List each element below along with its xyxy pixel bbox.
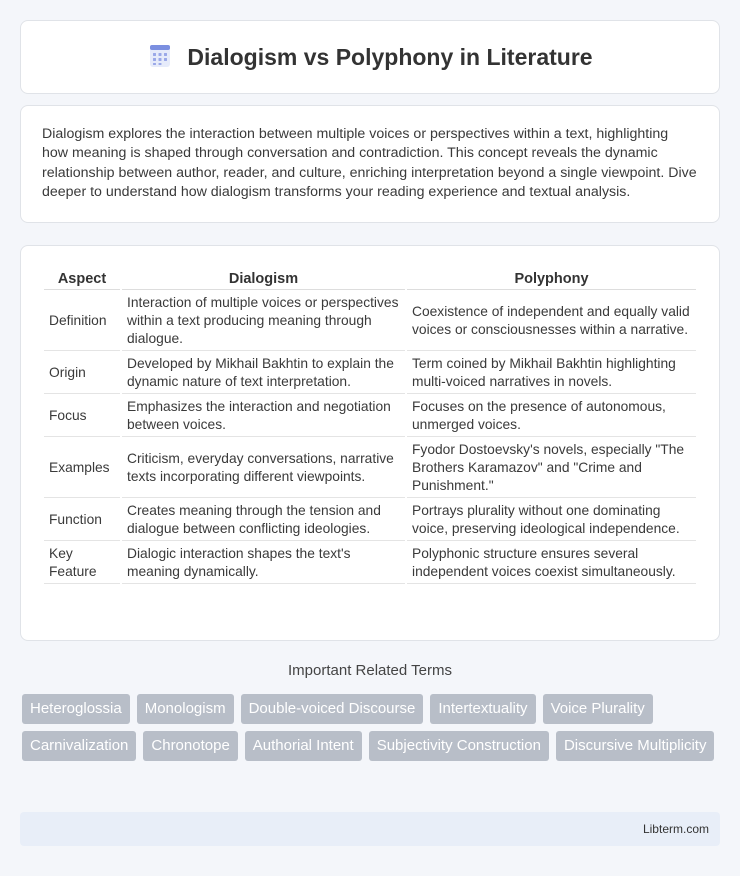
related-term-tag[interactable]: Authorial Intent	[245, 731, 362, 761]
table-header-row	[44, 268, 696, 290]
page-title: Dialogism vs Polyphony in Literature	[187, 43, 593, 70]
related-terms-list	[22, 694, 722, 768]
table-row	[44, 500, 696, 541]
related-term-tag[interactable]: Carnivalization	[22, 731, 136, 761]
comparison-table-card	[20, 245, 720, 641]
header-aspect: Aspect	[44, 268, 120, 290]
comparison-table	[42, 266, 698, 586]
related-term-tag[interactable]: Heteroglossia	[22, 694, 130, 724]
related-term-tag[interactable]: Discursive Multiplicity	[556, 731, 715, 761]
polyphony-cell: Fyodor Dostoevsky's novels, especially "The Brothers Karamazov" and "Crime and Punishment."	[407, 439, 696, 498]
polyphony-cell: Portrays plurality without one dominating voice, preserving ideological independence.	[407, 500, 696, 541]
table-row	[44, 543, 696, 584]
aspect-cell: Definition	[44, 292, 120, 351]
dialogism-cell: Emphasizes the interaction and negotiation between voices.	[122, 396, 405, 437]
header-dialogism: Dialogism	[122, 268, 405, 290]
dialogism-cell: Dialogic interaction shapes the text's meaning dynamically.	[122, 543, 405, 584]
aspect-cell: Origin	[44, 353, 120, 394]
dialogism-cell: Developed by Mikhail Bakhtin to explain the dynamic nature of text interpretation.	[122, 353, 405, 394]
related-term-tag[interactable]: Subjectivity Construction	[369, 731, 549, 761]
aspect-cell: Function	[44, 500, 120, 541]
polyphony-cell: Term coined by Mikhail Bakhtin highlighting multi-voiced narratives in novels.	[407, 353, 696, 394]
related-terms-heading: Important Related Terms	[288, 662, 452, 679]
aspect-cell: Key Feature	[44, 543, 120, 584]
related-term-tag[interactable]: Monologism	[137, 694, 234, 724]
related-term-tag[interactable]: Double-voiced Discourse	[241, 694, 424, 724]
aspect-cell: Focus	[44, 396, 120, 437]
related-term-tag[interactable]: Chronotope	[143, 731, 237, 761]
related-term-tag[interactable]: Intertextuality	[430, 694, 535, 724]
dialogism-cell: Criticism, everyday conversations, narrative texts incorporating different viewpoints.	[122, 439, 405, 498]
header-polyphony: Polyphony	[407, 268, 696, 290]
footer	[20, 812, 720, 846]
table-row	[44, 292, 696, 351]
polyphony-cell: Polyphonic structure ensures several independent voices coexist simultaneously.	[407, 543, 696, 584]
table-row	[44, 439, 696, 498]
polyphony-cell: Coexistence of independent and equally valid voices or consciousnesses within a narrative.	[407, 292, 696, 351]
intro-card	[20, 105, 720, 223]
aspect-cell: Examples	[44, 439, 120, 498]
intro-text: Dialogism explores the interaction between multiple voices or perspectives within a text, highlighting how meaning is shaped through conversation and contradiction. This concept reveals the dynamic relationship between author, reader, and culture, enriching interpretation beyond a single viewpoint. Dive deeper to understand how dialogism transforms your reading experience and textual analysis.	[42, 126, 697, 201]
related-term-tag[interactable]: Voice Plurality	[543, 694, 653, 724]
polyphony-cell: Focuses on the presence of autonomous, unmerged voices.	[407, 396, 696, 437]
document-grid-icon	[147, 43, 173, 69]
footer-site-link[interactable]: Libterm.com	[642, 822, 709, 836]
header-card	[20, 20, 720, 94]
table-row	[44, 396, 696, 437]
dialogism-cell: Interaction of multiple voices or perspectives within a text producing meaning through dialogue.	[122, 292, 405, 351]
table-row	[44, 353, 696, 394]
dialogism-cell: Creates meaning through the tension and dialogue between conflicting ideologies.	[122, 500, 405, 541]
